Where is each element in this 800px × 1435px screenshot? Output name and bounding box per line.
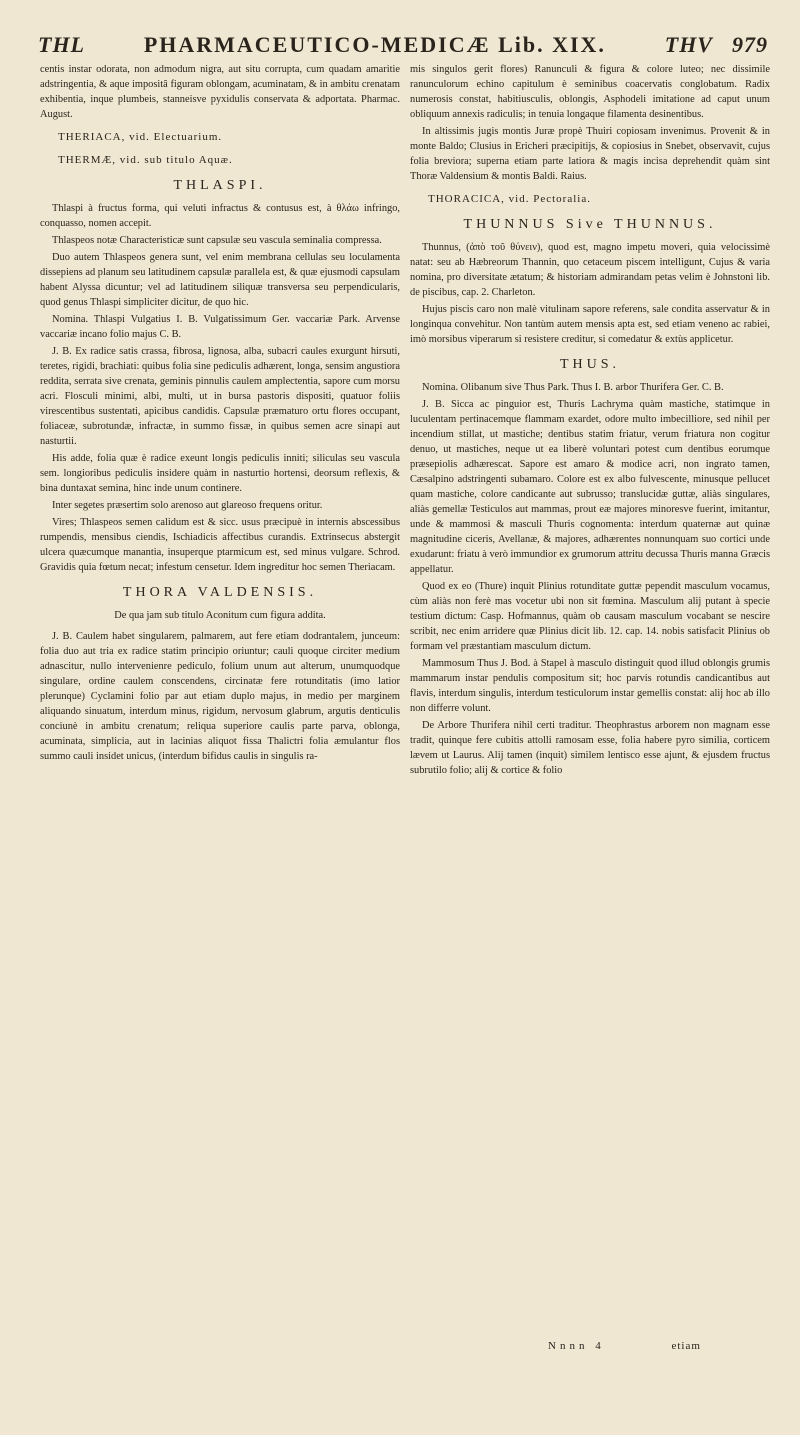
section-heading: THUS. — [559, 357, 621, 372]
paragraph: centis instar odorata, non admodum nigra, aut situ corrupta, cum quadam amaritie adstringentia, & aque impositâ figuram oblongam, acuminatam, & in ambitu crenatam exhibentia, inque plumbeis, stanneisve pyxidulis conservata & adportata. Pharmac. August. — [40, 64, 400, 120]
section-heading: THLASPI. — [173, 178, 267, 193]
paragraph: Thunnus, (ἀπὸ τοῦ θύνειν), quod est, magno impetu moveri, quia velocissimè natat: seu ab Hæbreorum Thannin, quo cetaceum piscem intelligunt, Cujus & varia nomina, pro diversitate ætatum; & historiam admirandam petas velim è Johnstoni lib. de piscibus, cap. 2. Charleton. — [410, 242, 770, 298]
paragraph: His adde, folia quæ è radice exeunt longis pediculis inniti; siliculas seu vascula sem. longioribus pediculis insidere quàm in nasturtio hortensi, deorsum reflexis, & bina duntaxat semina, hinc inde unum continere. — [40, 453, 400, 494]
signature-mark: Nnnn 4 — [548, 1340, 605, 1352]
section-heading: THORA VALDENSIS. — [122, 585, 318, 600]
paragraph: Quod ex eo (Thure) inquit Plinius rotunditate guttæ pependit masculum vocamus, cùm aliàs non ferè mas vocetur ubi non sit fœmina. Masculum alij putant à specie testium dictum: Casp. Hofmannus, quàm ob causam masculum vocabant se nescire scribit, nec enim arridere quæ Plinius dicit lib. 12. cap. 14. nobis satisfacit Plinius ob formam vel præstantiam masculum dictum. — [410, 581, 770, 652]
paragraph: Thlaspi à fructus forma, qui veluti infractus & contusus est, à θλάω infringo, conquasso, nomen accepit. — [40, 203, 400, 229]
paragraph: Nomina. Olibanum sive Thus Park. Thus I. B. arbor Thurifera Ger. C. B. — [422, 382, 724, 393]
paragraph: Inter segetes præsertim solo arenoso aut glareoso frequens oritur. — [52, 500, 323, 511]
catchword: etiam — [671, 1340, 701, 1352]
paragraph: J. B. Ex radice satis crassa, fibrosa, lignosa, alba, subacri caules exurgunt hirsuti, teretes, rigidi, brachiati: quibus folia sine pediculis adhærent, longa, sensim angustiora reddita, serrata sive crenata, geminis pinnulis caulem amplectentia, sapore cum morsu acri. Flosculi minimi, albi, multi, ut in bursa pastoris dispositi, quatuor foliis virescentibus sustentati, apicibus candidis. Capsulæ præmaturo ortu flores occupant, foliaceæ, subrotundæ, infractæ, in summo fissæ, in quibus semen acre sinapi aut nasturtii. — [40, 346, 400, 447]
page-footer — [548, 1340, 701, 1352]
paragraph: Nomina. Thlaspi Vulgatius I. B. Vulgatissimum Ger. vaccariæ Park. Arvense vaccariæ incano folio majus C. B. — [40, 314, 400, 340]
section-subheading: De qua jam sub titulo Aconitum cum figura addita. — [114, 610, 326, 621]
page-number: 979 — [731, 32, 768, 57]
header-right: THV — [664, 32, 713, 57]
paragraph: Thlaspeos notæ Characteristicæ sunt capsulæ seu vascula seminalia compressa. — [52, 235, 382, 246]
paragraph: In altissimis jugis montis Juræ propè Thuiri copiosam invenimus. Provenit & in monte Baldo; Clusius in Ericheri præcipitijs, & copiosius in Snebet, observavit, cujus folia breviora; superna etiam parte latiora & magis incisa deprehendit quàm sint Thoræ Valdensium & montis Baldi. Raius. — [410, 126, 770, 182]
cross-reference: THERIACA, vid. Electuarium. — [58, 131, 223, 143]
cross-reference: THORACICA, vid. Pectoralia. — [428, 193, 591, 205]
paragraph: Vires; Thlaspeos semen calidum est & sicc. usus præcipuè in internis abscessibus rumpendis, mensibus ciendis, Ischiadicis affectibus curandis. Extrinsecus abstergit ulcera quæcumque manantia, insuperque ptarmicum est, sed minus vulgare. Schrod. Gravidis quia fœtum necat; infestum censetur. Idem ingreditur hoc semen Theriacam. — [40, 517, 400, 573]
running-header — [38, 26, 768, 58]
paragraph: J. B. Caulem habet singularem, palmarem, aut fere etiam dodrantalem, junceum: folia duo aut tria ex radice statim principio oriuntur; cauli quoque circiter medium adnascitur, nullo intervenienre pediculo, folium unum aut alterum, unumquodque singulare, ordine caulem conscendens, circinatæ fere rotunditatis (imo latior plerunque) Cyclamini folio par aut etiam duplo majus, in medio per marginem aliquando sinuatum, interdum minus, rigidum, nervosum glabrum, argutis denticulis conciunè in ambitu crenatum; reliqua superiore caulis parte parva, oblonga, acuminata, simplicia, aut in lacinias aliquot fissa Thalictri folia æmulantur flos summo cauli insidet unicus, (interdum bifidus caulis in singulis ra- — [40, 631, 400, 762]
cross-reference: THERMÆ, vid. sub titulo Aquæ. — [58, 154, 233, 166]
section-heading: THUNNUS Sive THUNNUS. — [463, 217, 717, 232]
header-left: THL — [38, 32, 85, 57]
paragraph: Hujus piscis caro non malè vitulinam sapore referens, sale condita asservatur & in longinqua convehitur. Non tantùm autem mensis apta est, sed etiam veneno ac rabiei, imò morsibus viperarum si resistere creditur, si comedatur & extùs applicetur. — [410, 304, 770, 345]
right-column — [410, 62, 770, 780]
paragraph: De Arbore Thurifera nihil certi traditur. Theophrastus arborem non magnam esse tradit, quinque fere cubitis attolli ramosam esse, folia habere pyro similia, corticem lævem ut Laurus. Alij tamen (inquit) similem lentisco esse ajunt, & ejusdem fructus subrutilo folio; alij & cortice & folio — [410, 720, 770, 776]
header-title: PHARMACEUTICO-MEDICÆ Lib. XIX. — [143, 32, 606, 57]
paragraph: Mammosum Thus J. Bod. à Stapel à masculo distinguit quod illud oblongis grumis mammarum instar pendulis compositum sit; hoc parvis rotundis candicantibus aut flavis, interdum singulis, interdum testiculorum instar gemellis constat: alij hoc ab illo non differre volunt. — [410, 658, 770, 714]
paragraph: J. B. Sicca ac pinguior est, Thuris Lachryma quàm mastiche, statimque in luculentam pertinacemque flammam exardet, odore multo imbecilliore, sed nihil per incendium stillat, ut mastiche; dentibus statim friatur, verum friatura non cogitur denuo, ut mastiches, neque ut ea liberè voluntari potest cum dentibus eorumque præsepiolis adhærescat. Sapore est amaro & modice acri, non ingrato tamen, Cæsalpino adstringenti subamaro. Colore est ex albo fulvescente, minusque pellucet quam mastiche, colore candicante aut subrusso; translucidæ guttæ, aliàs singulares, aliàs gemellæ Testiculos aut mammas, prout eæ majores minoresve fuerint, imitantur, unde & mammosi & masculi Thuris cognomenta: interdum quaternæ aut quinæ magnitudine ciceris, Avellanæ, & majores, adhærentes nonnunquam suo cortici unde exudarunt: friatu à verò immundior ex grumorum attritu decussa Thuris manna Græcis appellatur. — [410, 399, 770, 575]
paragraph: mis singulos gerit flores) Ranunculi & figura & colore luteo; nec dissimile ranunculorum echino capitulum è seminibus coacervatis conglobatum. Radix numerosis constat, habitiusculis, oblongis, Asphodeli imitatione ad caput unum obliquum annexis radiculis; in tenuia longaque filamenta desinentibus. — [410, 64, 770, 120]
paragraph: Duo autem Thlaspeos genera sunt, vel enim membrana cellulas seu loculamenta dissepiens ad planum seu latitudinem capsulæ parallela est, & quæ ejusmodi capsulam habent Alyssa dicuntur; vel ad latitudinem siliquæ transversa seu perpendicularis, quod genus Thlaspi simpliciter dicitur, de quo hic. — [40, 252, 400, 308]
left-column — [40, 62, 400, 766]
